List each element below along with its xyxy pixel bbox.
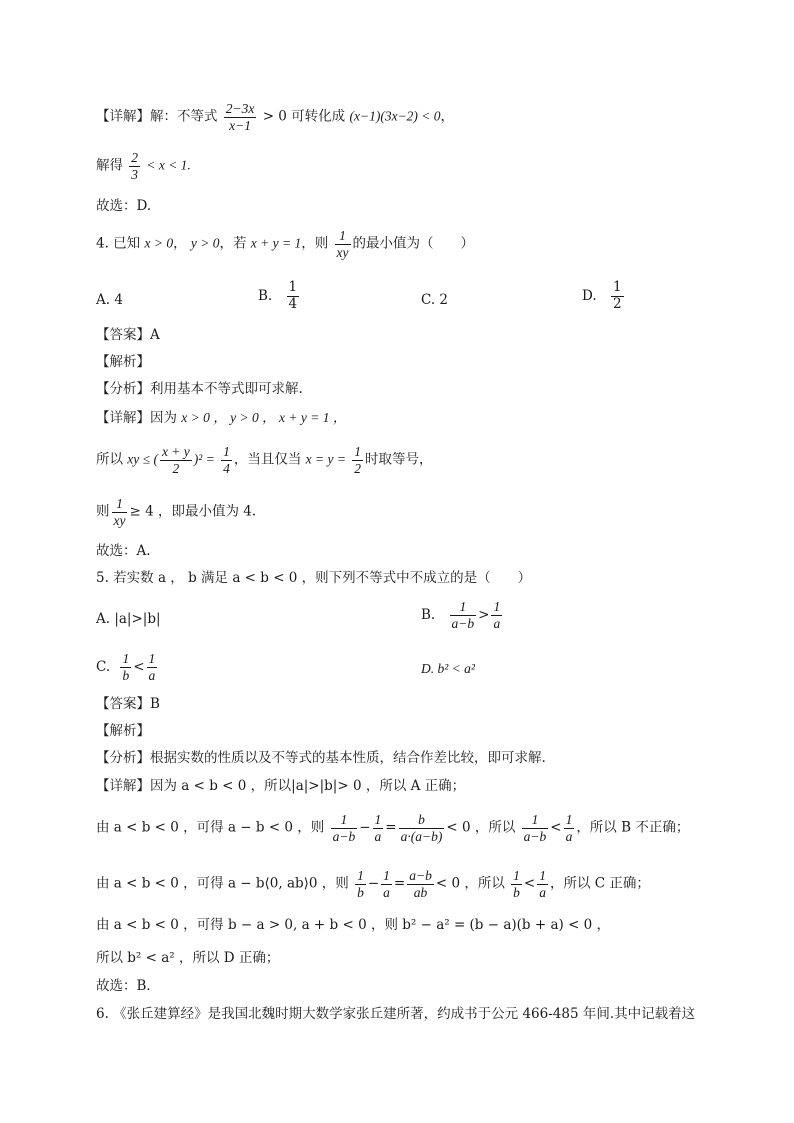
q3-detail-prefix: 【详解】解：不等式	[96, 108, 218, 125]
q3-fraction	[224, 101, 257, 133]
q5-option-c-num2: 1	[148, 651, 156, 666]
q5-option-c	[96, 651, 159, 683]
q3-choose: 故选：D.	[96, 198, 152, 214]
q3-solve-num: 2	[131, 150, 139, 165]
q5-l2-f1-den: a−b	[332, 828, 356, 844]
q3-frac-num: 2−3x	[225, 101, 255, 116]
q4-line2-frac3	[352, 444, 363, 476]
q5-l2-lt: <	[550, 819, 562, 836]
q4-line2-tail: 时取等号，	[365, 451, 433, 468]
q5-line3	[96, 868, 650, 900]
q3-after-frac: > 0 可转化成	[262, 108, 346, 125]
q4-choose: 故选：A.	[96, 543, 151, 559]
q5-answer: 【答案】B	[96, 696, 160, 712]
q4-line3-prefix: 则	[96, 503, 110, 520]
q5-l3-f2-den: a	[383, 884, 390, 900]
q4-line3-frac	[112, 496, 128, 528]
q5-option-b	[421, 599, 504, 631]
q5-l2-f4-num: 1	[522, 812, 549, 829]
q4-line2-frac	[160, 444, 192, 476]
q5-l3-f4-num: 1	[513, 868, 520, 883]
q5-fenxi: 【分析】根据实数的性质以及不等式的基本性质，结合作差比较，即可求解.	[96, 750, 546, 766]
q5-l2-eq: =	[385, 819, 397, 836]
q5-option-c-frac2	[147, 651, 158, 683]
q5-l2-f2-num: 1	[374, 812, 382, 827]
q3-solve-fraction	[129, 150, 140, 182]
q5-l2-f2-den: a	[374, 828, 382, 844]
q4-option-c: C. 2	[421, 292, 449, 308]
q4-line2-frac3-num: 1	[354, 444, 362, 459]
q4-option-b-num: 1	[288, 279, 298, 295]
q5-l2-frac2	[373, 812, 384, 844]
q4-stem	[96, 228, 474, 260]
q5-option-d: D. b² < a²	[421, 661, 475, 676]
q4-stem-frac-den: xy	[336, 244, 349, 260]
q5-l3-f3-num: a−b	[409, 868, 432, 883]
q4-line2-frac2-den: 4	[223, 460, 230, 476]
q5-l3-f3-den: ab	[413, 884, 428, 900]
q4-option-d-fraction	[611, 280, 624, 312]
q5-l2-frac4	[522, 812, 549, 844]
q5-option-b-den1: a−b	[451, 615, 475, 631]
q5-l3-eq: =	[393, 875, 406, 892]
q4-line2-frac3-den: 2	[354, 460, 362, 476]
q5-option-b-frac2	[491, 599, 502, 631]
q5-l3-f2-num: 1	[383, 868, 390, 883]
q4-stem-frac-num: 1	[335, 228, 351, 245]
q5-l2-frac5	[564, 812, 575, 844]
q5-l2-frac1	[331, 812, 358, 844]
q3-detail-line	[96, 101, 454, 133]
q5-option-a: A. |a|>|b|	[96, 611, 161, 627]
q4-analysis: 【解析】	[96, 354, 150, 370]
q5-l3-f4-den: b	[513, 884, 520, 900]
q5-option-b-den2: a	[493, 615, 501, 631]
q5-l2-minus: −	[359, 819, 371, 836]
q4-option-d-label: D.	[582, 288, 597, 305]
q5-l2-f1-num: 1	[331, 812, 358, 829]
q5-option-c-num1: 1	[122, 651, 130, 666]
q5-option-b-frac1	[450, 599, 477, 631]
q5-option-b-num2: 1	[493, 599, 501, 614]
q4-detail	[96, 411, 346, 426]
q4-line2-prefix: 所以	[96, 451, 123, 468]
q5-l2-prefix: 由 a < b < 0 ，可得 a − b < 0 ，则	[96, 819, 325, 836]
q5-l2-f5-den: a	[565, 828, 573, 844]
q5-l2-mid: < 0 ，所以	[446, 819, 516, 836]
q4-option-d-den: 2	[612, 295, 622, 312]
q5-l3-frac4	[511, 868, 522, 900]
q5-l3-f1-den: b	[357, 884, 364, 900]
q5-option-c-rel: <	[133, 659, 145, 676]
q4-line2-mid: ，当且仅当	[233, 451, 302, 468]
q5-option-c-label: C.	[96, 659, 111, 676]
q4-line2-math2: )² =	[193, 451, 215, 467]
q4-sep1: ，	[173, 235, 187, 252]
q5-l2-f5-num: 1	[565, 812, 573, 827]
q3-factored: (x−1)(3x−2) < 0	[349, 108, 441, 124]
q5-l3-lt: <	[523, 875, 536, 892]
q4-line2-math3: x = y =	[305, 451, 346, 467]
q5-line4: 由 a < b < 0 ，可得 b − a > 0, a + b < 0 ，则 b² − a² = (b − a)(b + a) < 0 ，	[96, 917, 611, 933]
q5-option-b-num1: 1	[450, 599, 477, 616]
q3-frac-den: x−1	[229, 117, 252, 133]
q5-line2	[96, 812, 689, 844]
q5-l2-f4-den: a−b	[523, 828, 547, 844]
q5-l3-f5-den: a	[539, 884, 546, 900]
q4-option-b	[258, 280, 301, 312]
q5-l3-minus: −	[367, 875, 380, 892]
q4-option-b-fraction	[287, 280, 300, 312]
q4-detail-math: x > 0 ， y > 0 ， x + y = 1 ，	[181, 410, 347, 425]
q3-solve-prefix: 解得	[96, 157, 123, 174]
q5-l3-frac2	[381, 868, 392, 900]
q5-line5: 所以 b² < a² ，所以 D 正确；	[96, 950, 280, 966]
q5-option-b-label: B.	[421, 607, 436, 624]
q4-cond3: x + y = 1	[250, 235, 302, 251]
q4-detail-prefix: 【详解】因为	[96, 410, 177, 426]
q4-line2-frac2	[221, 444, 232, 476]
q5-l3-frac3	[407, 868, 434, 900]
q4-sep2: ，若	[219, 235, 247, 252]
q5-l3-prefix: 由 a < b < 0 ，可得 a − b⟨0, ab⟩0 ，则	[96, 875, 349, 892]
q5-detail: 【详解】因为 a < b < 0 ，所以|a|>|b|> 0 ，所以 A 正确；	[96, 778, 466, 794]
q4-line3-frac-den: xy	[113, 512, 126, 528]
q5-l3-mid: < 0 ，所以	[435, 875, 505, 892]
q4-line2-frac-den: 2	[172, 460, 180, 476]
q4-line3-tail: ≥ 4 ，即最小值为 4.	[129, 503, 257, 520]
q3-tail: ，	[440, 108, 455, 125]
q4-option-b-label: B.	[258, 288, 273, 305]
q4-stem-prefix: 4. 已知	[96, 235, 141, 252]
q4-line2-frac-num: x + y	[161, 444, 190, 459]
q4-line3	[96, 496, 256, 528]
q5-l2-f3-num: b	[399, 812, 445, 829]
q6-stem: 6. 《张丘建算经》是我国北魏时期大数学家张丘建所著，约成书于公元 466-485 年间.其中记载着这	[96, 1006, 696, 1022]
q4-option-b-den: 4	[288, 295, 298, 312]
q5-option-c-den1: b	[122, 667, 130, 683]
q3-solve-tail: < x < 1.	[146, 157, 191, 173]
q5-l3-tail: ，所以 C 正确；	[549, 875, 650, 892]
q4-cond2: y > 0	[190, 235, 220, 251]
q5-l3-f1-num: 1	[357, 868, 364, 883]
q4-line3-frac-num: 1	[112, 496, 128, 513]
q4-stem-fraction	[335, 228, 351, 260]
q5-option-c-den2: a	[148, 667, 156, 683]
q5-stem: 5. 若实数 a ， b 满足 a < b < 0 ，则下列不等式中不成立的是（ ）	[96, 570, 532, 586]
q3-solve-line	[96, 150, 191, 182]
q4-line2-frac2-num: 1	[223, 444, 230, 459]
q5-l2-tail: ，所以 B 不正确；	[576, 819, 690, 836]
q5-choose: 故选：B．	[96, 978, 160, 994]
q4-stem-tail: 的最小值为（ ）	[352, 235, 475, 252]
q5-l2-frac3	[399, 812, 445, 844]
q4-option-d	[582, 280, 626, 312]
q5-l2-f3-den: a·(a−b)	[400, 828, 443, 844]
q4-fenxi: 【分析】利用基本不等式即可求解.	[96, 381, 303, 397]
q4-option-d-num: 1	[612, 279, 622, 295]
q4-sep3: ，则	[301, 235, 329, 252]
q5-option-b-rel: >	[478, 607, 490, 624]
q4-option-a: A. 4	[96, 292, 123, 308]
q5-l3-f5-num: 1	[539, 868, 546, 883]
q5-option-c-frac1	[120, 651, 131, 683]
q5-l3-frac5	[537, 868, 548, 900]
q4-answer: 【答案】A	[96, 327, 160, 343]
q4-line2-math1: xy ≤ (	[127, 451, 158, 467]
q4-line2	[96, 444, 433, 476]
q5-l3-frac1	[355, 868, 366, 900]
q5-analysis: 【解析】	[96, 723, 150, 739]
q3-solve-den: 3	[131, 166, 139, 182]
q4-cond1: x > 0	[144, 235, 174, 251]
